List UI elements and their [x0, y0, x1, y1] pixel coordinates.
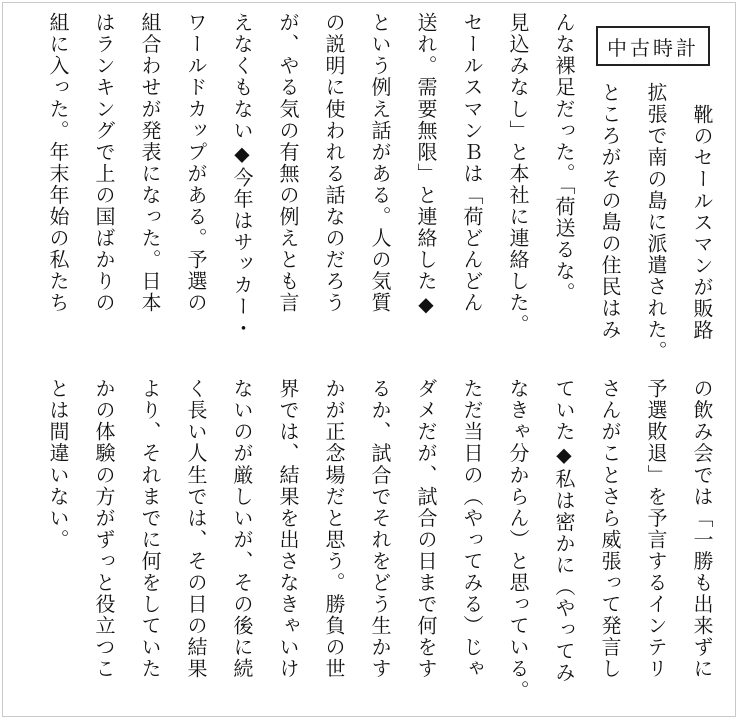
lower-column-13: より、それまでに何をしていた	[138, 378, 162, 680]
lower-column-6: ただ当日の（やってみる）じゃ	[460, 378, 484, 680]
lower-column-15: とは間違いない。	[46, 378, 70, 551]
lower-column-11: ないのが厳しいが、その後に続	[230, 378, 254, 680]
upper-column-9: の説明に使われる話なのだろう	[322, 12, 346, 314]
lower-column-12: く長い人生では、その日の結果	[184, 378, 208, 680]
upper-column-15: 組に入った。年末年始の私たち	[46, 12, 70, 314]
lower-column-4: ていた◆私は密かに（やってみ	[552, 378, 576, 684]
lower-column-14: かの体験の方がずっと役立つこ	[92, 378, 116, 680]
upper-column-12: ワールドカップがある。予選の	[184, 12, 208, 314]
upper-column-3: ところがその島の住民はみ	[598, 82, 622, 341]
lower-column-8: るか、試合でそれをどう生かす	[368, 378, 392, 680]
lower-column-2: 予選敗退」を予言するインテリ	[644, 378, 668, 680]
lower-column-3: さんがことさら威張って発言し	[598, 378, 622, 680]
upper-column-13: 組合わせが発表になった。日本	[138, 12, 162, 314]
lower-column-5: なきゃ分からん）と思っている。	[506, 378, 530, 702]
upper-column-5: 見込みなし」と本社に連絡した。	[506, 12, 530, 336]
lower-column-10: 界では、結果を出さなきゃいけ	[276, 378, 300, 680]
upper-column-10: が、やる気の有無の例えとも言	[276, 12, 300, 314]
upper-column-8: という例え話がある。人の気質	[368, 12, 392, 314]
upper-column-2: 拡張で南の島に派遣された。	[644, 82, 668, 363]
upper-column-7: 送れ。需要無限」と連絡した◆	[414, 12, 438, 318]
upper-column-1: 靴のセールスマンが販路	[690, 104, 714, 342]
lower-column-1: の飲み会では「一勝も出来ずに	[690, 378, 714, 680]
upper-column-6: セールスマンＢは「荷どんどん	[460, 12, 484, 314]
lower-column-7: ダメだが、試合の日まで何をす	[414, 378, 438, 680]
upper-column-14: はランキングで上の国ばかりの	[92, 12, 116, 314]
upper-column-11: えなくもない◆今年はサッカー・	[230, 12, 254, 340]
lower-column-9: かが正念場だと思う。勝負の世	[322, 378, 346, 680]
upper-column-4: んな裸足だった。「荷送るな。	[552, 12, 576, 304]
article-title: 中古時計	[596, 26, 710, 66]
